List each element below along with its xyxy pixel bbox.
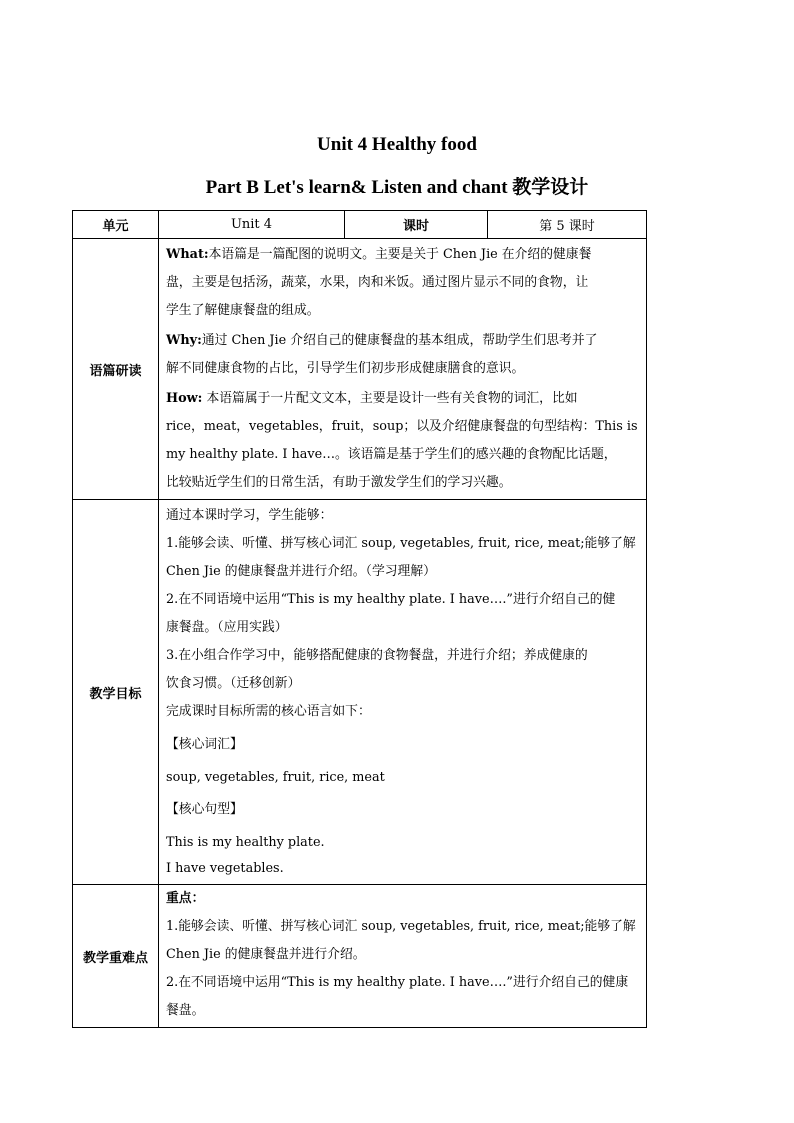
- why-line-2: 解不同健康食物的占比，引导学生们初步形成健康膳食的意识。: [166, 361, 525, 376]
- key-points-row: [73, 885, 647, 1028]
- key-points-heading: 重点：: [166, 891, 205, 906]
- how-line-3: my healthy plate. I have…。该语篇是基于学生们的感兴趣的食物配比话题，: [166, 447, 617, 462]
- what-key: What:: [166, 247, 209, 262]
- key-point-line-1: 1.能够会读、听懂、拼写核心词汇 soup, vegetables, fruit, rice, meat;能够了解: [166, 919, 636, 934]
- text-analysis-label: 语篇研读: [73, 239, 159, 500]
- how-line-2: rice，meat，vegetables，fruit，soup；以及介绍健康餐盘的句型结构：This is: [166, 419, 638, 434]
- key-points-content: [159, 885, 647, 1028]
- document-subtitle: Part B Let's learn& Listen and chant 教学设计: [205, 177, 589, 198]
- how-line-4: 比较贴近学生们的日常生活，有助于激发学生们的学习兴趣。: [166, 475, 512, 490]
- objective-line-3: Chen Jie 的健康餐盘并进行介绍。（学习理解）: [166, 564, 436, 579]
- pattern-heading: 【核心句型】: [166, 802, 243, 817]
- period-value: 第 5 课时: [488, 211, 647, 239]
- how-line: [166, 385, 640, 413]
- key-point-line-4: 餐盘。: [166, 1003, 205, 1018]
- document-title: Unit 4 Healthy food: [317, 134, 477, 155]
- objective-line-2: 1.能够会读、听懂、拼写核心词汇 soup, vegetables, fruit, rice, meat;能够了解: [166, 536, 636, 551]
- why-line: [166, 327, 640, 355]
- objective-line-7: 饮食习惯。（迁移创新）: [166, 676, 301, 691]
- text-analysis-row: [73, 239, 647, 500]
- period-label: 课时: [345, 211, 488, 239]
- why-key: Why:: [166, 333, 202, 348]
- unit-value: Unit 4: [159, 211, 345, 239]
- vocab-heading: 【核心词汇】: [166, 737, 243, 752]
- objectives-row: [73, 500, 647, 885]
- pattern-line-2: I have vegetables.: [166, 861, 284, 876]
- vocab-list: soup, vegetables, fruit, rice, meat: [166, 770, 385, 785]
- what-line-1: 本语篇是一篇配图的说明文。主要是关于 Chen Jie 在介绍的健康餐: [208, 247, 592, 262]
- key-points-label: 教学重难点: [73, 885, 159, 1028]
- objective-line-4: 2.在不同语境中运用“This is my healthy plate. I have….”进行介绍自己的健: [166, 592, 616, 607]
- objective-line-1: 通过本课时学习，学生能够：: [166, 508, 333, 523]
- what-line-2: 盘，主要是包括汤，蔬菜，水果，肉和米饭。通过图片显示不同的食物，让: [166, 275, 589, 290]
- key-point-line-3: 2.在不同语境中运用“This is my healthy plate. I have….”进行介绍自己的健康: [166, 975, 629, 990]
- objectives-label: 教学目标: [73, 500, 159, 885]
- unit-label: 单元: [73, 211, 159, 239]
- objective-line-6: 3.在小组合作学习中，能够搭配健康的食物餐盘，并进行介绍；养成健康的: [166, 648, 588, 663]
- objective-line-8: 完成课时目标所需的核心语言如下：: [166, 704, 371, 719]
- objective-line-5: 康餐盘。（应用实践）: [166, 620, 288, 635]
- lesson-plan-table: [72, 210, 647, 1028]
- what-line: [166, 241, 640, 269]
- pattern-line-1: This is my healthy plate.: [166, 835, 325, 850]
- text-analysis-content: [159, 239, 647, 500]
- header-row: [73, 211, 647, 239]
- what-line-3: 学生了解健康餐盘的组成。: [166, 303, 320, 318]
- objectives-content: [159, 500, 647, 885]
- key-point-line-2: Chen Jie 的健康餐盘并进行介绍。: [166, 947, 366, 962]
- how-key: How:: [166, 391, 203, 406]
- why-line-1: 通过 Chen Jie 介绍自己的健康餐盘的基本组成，帮助学生们思考并了: [201, 333, 598, 348]
- how-line-1: 本语篇属于一片配文文本，主要是设计一些有关食物的词汇，比如: [202, 391, 578, 406]
